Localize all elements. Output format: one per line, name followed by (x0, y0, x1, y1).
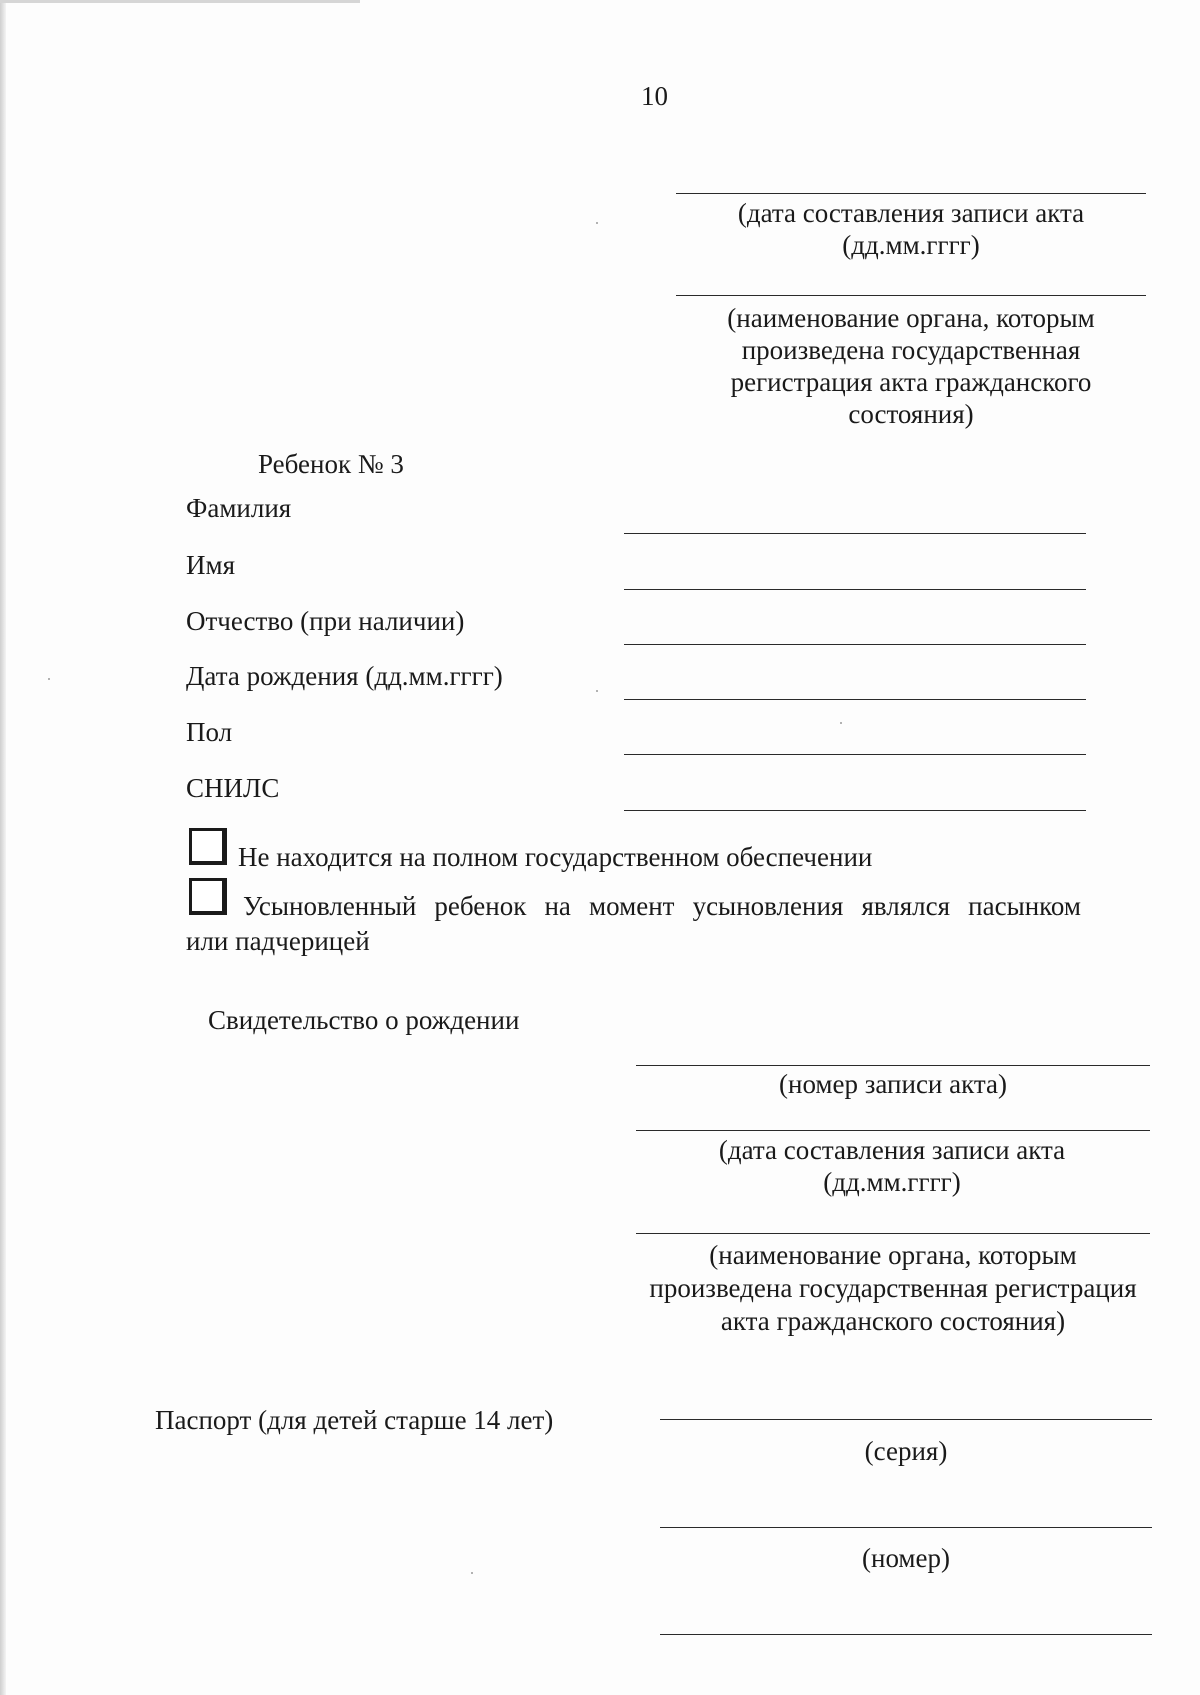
passport-series-line[interactable] (660, 1419, 1152, 1420)
caption-line: (наименование органа, которым (709, 1240, 1077, 1270)
field-label: Пол (186, 717, 233, 747)
caption-line: регистрация акта гражданского (730, 367, 1092, 397)
field-label: Дата рождения (дд.мм.гггг) (186, 661, 503, 691)
stepchild-label-line2: или падчерицей (186, 926, 370, 956)
scan-top-edge (0, 0, 360, 3)
birth-certificate-heading: Свидетельство о рождении (208, 1005, 520, 1035)
field-label: Имя (186, 550, 236, 580)
passport-series-caption: (серия) (864, 1436, 948, 1466)
not-state-support-label: Не находится на полном государственном обеспечении (238, 842, 873, 872)
snils-input[interactable] (624, 777, 1086, 811)
not-state-support-checkbox[interactable] (189, 828, 227, 865)
caption-line: произведена государственная регистрация (649, 1273, 1137, 1303)
scan-speck (596, 222, 598, 224)
scan-speck (840, 722, 842, 724)
surname-input[interactable] (624, 500, 1086, 534)
certificate-date-caption: (дата составления записи акта (дд.мм.гггг) (718, 1135, 1066, 1197)
prev-authority-line[interactable] (676, 295, 1146, 296)
field-label: СНИЛС (186, 773, 280, 803)
caption-line: состояния) (848, 399, 974, 429)
passport-extra-line[interactable] (660, 1634, 1152, 1635)
passport-number-caption: (номер) (862, 1543, 950, 1573)
record-number-line[interactable] (636, 1065, 1150, 1066)
page-number: 10 (641, 81, 668, 111)
field-label: Фамилия (186, 493, 292, 523)
stepchild-checkbox[interactable] (189, 878, 227, 915)
prev-date-line[interactable] (676, 193, 1146, 194)
scan-edge (0, 0, 6, 1695)
scan-speck (48, 678, 50, 680)
certificate-date-line[interactable] (636, 1130, 1150, 1131)
record-number-caption: (номер записи акта) (779, 1069, 1007, 1099)
caption-line: произведена государственная (741, 335, 1081, 365)
prev-date-caption: (дата составления записи акта (дд.мм.гггг) (737, 198, 1085, 260)
stepchild-label-line1: Усыновленный ребенок на момент усыновления являлся пасынком (243, 891, 1081, 921)
passport-number-line[interactable] (660, 1527, 1152, 1528)
certificate-authority-line[interactable] (636, 1233, 1150, 1234)
field-label: Отчество (при наличии) (186, 606, 465, 636)
caption-line: акта гражданского состояния) (720, 1306, 1066, 1336)
first-name-input[interactable] (624, 556, 1086, 590)
child-heading: Ребенок № 3 (258, 449, 404, 479)
scan-speck (596, 690, 598, 692)
patronymic-input[interactable] (624, 611, 1086, 645)
caption-line: (наименование органа, которым (727, 303, 1095, 333)
sex-input[interactable] (624, 721, 1086, 755)
birth-date-input[interactable] (624, 666, 1086, 700)
scan-speck (471, 1572, 473, 1574)
passport-heading: Паспорт (для детей старше 14 лет) (155, 1405, 554, 1435)
